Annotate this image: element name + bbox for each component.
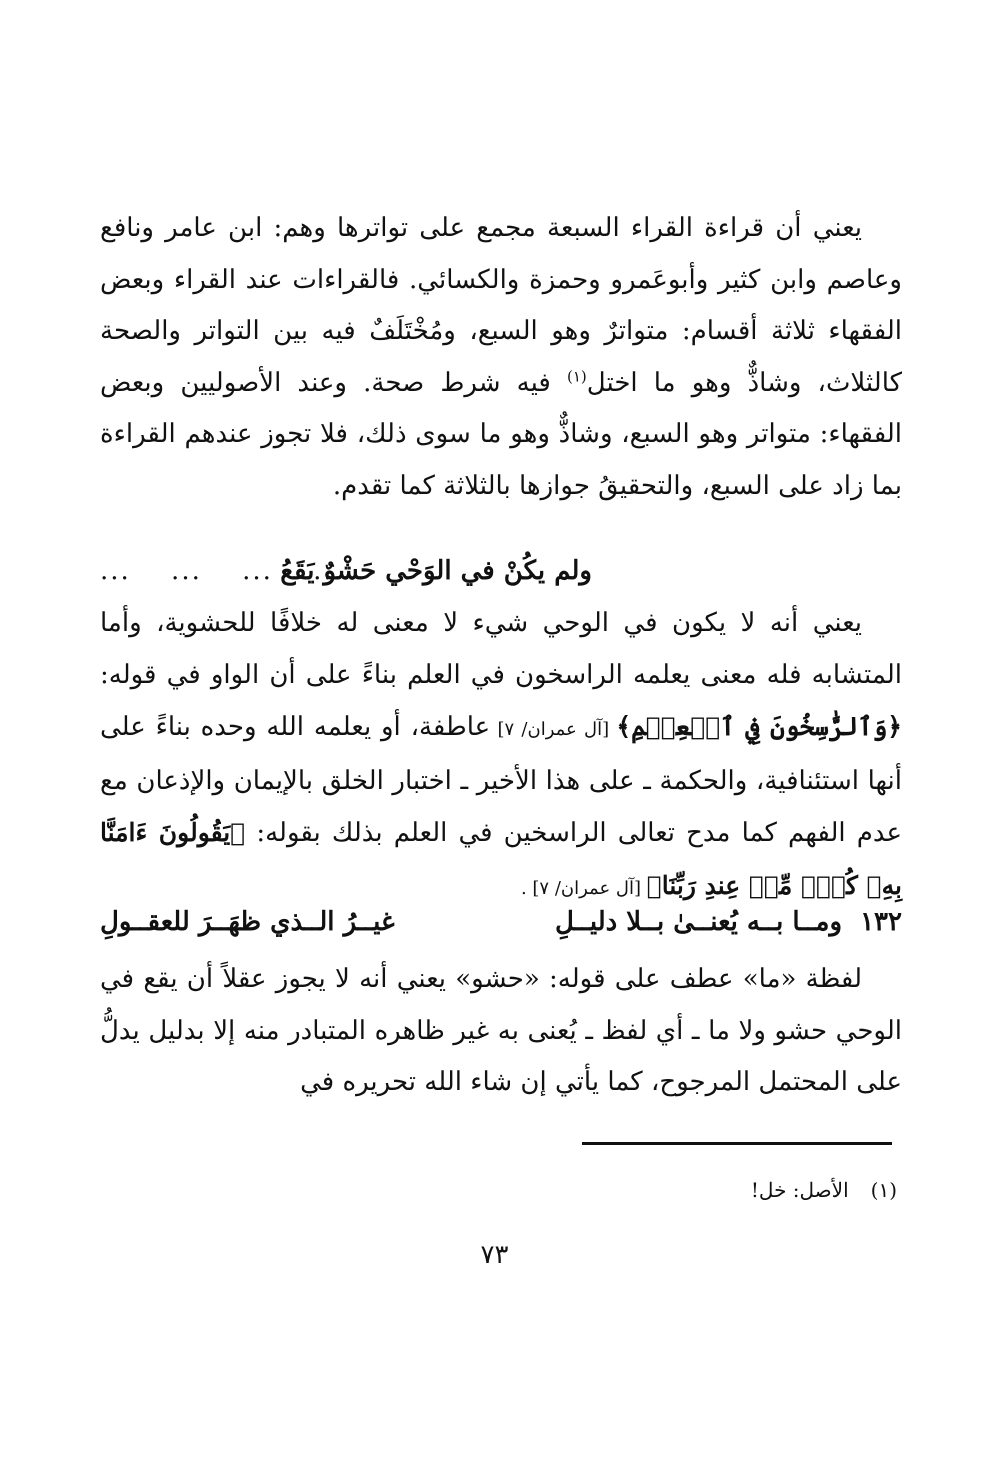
quran-quote: ﴿يَقُولُونَ ءَامَنَّا بِهِۦ كُلّٞ مِّنۡ عِندِ رَبِّنَا﴾ bbox=[100, 818, 902, 900]
verse-hemistich-first: ومــا بــه يُعنــىٰ بــلا دليــلِ bbox=[554, 907, 842, 937]
paragraph-text: يعني أنه لا يكون في الوحي شيء لا معنى له خلافًا للحشوية، وأما المتشابه فله معنى يعلمه الراسخون في العلم بناءً على أن الواو في قوله: bbox=[100, 608, 902, 690]
footnote-separator bbox=[582, 1142, 892, 1145]
verse-ellipsis: ... ... ... ... bbox=[100, 556, 344, 586]
commentary-paragraph-3 bbox=[100, 954, 902, 1109]
footnote-number: (١) bbox=[870, 1178, 897, 1202]
quran-quote: ﴿وَٱلرَّٰسِخُونَ فِي ٱلۡعِلۡمِ﴾ bbox=[616, 712, 902, 741]
verse-line-1 bbox=[100, 546, 902, 597]
quran-citation: [آل عمران/ ٧] . bbox=[520, 877, 647, 899]
footnote bbox=[751, 1175, 897, 1205]
paragraph-text: لفظة «ما» عطف على قوله: «حشو» يعني أنه لا يجوز عقلاً أن يقع في الوحي حشو ولا ما ـ أي لفظ ـ يُعنى به غير ظاهره المتبادر منه إلا بدليل يدلُّ على المحتمل المرجوح، كما يأتي إن شاء الله تحريره في bbox=[100, 964, 902, 1097]
verse-number: ١٣٢ bbox=[860, 907, 902, 937]
footnote-text: الأصل: خل! bbox=[750, 1178, 849, 1202]
verse-hemistich-second: غيــرُ الــذي ظهَــرَ للعقــولِ bbox=[100, 907, 395, 937]
verse-hemistich: ولم يكُنْ في الوَحْي حَشْوٌ يَقَعُ bbox=[280, 556, 592, 586]
page-number: ٧٣ bbox=[480, 1240, 509, 1270]
paragraph-text: عاطفة، أو يعلمه الله وحده بناءً على أنها استئنافية، والحكمة ـ على هذا الأخير ـ اختبار الخلق بالإيمان والإذعان مع عدم الفهم كما مدح تعالى الراسخين في العلم بذلك بقوله: bbox=[100, 712, 902, 848]
paragraph-text: يعني أن قراءة القراء السبعة مجمع على تواترها وهم: ابن عامر ونافع وعاصم وابن كثير وأبوعَمرو وحمزة والكسائي. فالقراءات عند القراء وبعض الفقهاء ثلاثة أقسام: متواترٌ وهو السبع، ومُخْتَلَفٌ فيه بين التواتر والصحة كالثلاث، وشاذٌّ وهو ما اختل bbox=[100, 213, 902, 398]
footnote-reference: (١) bbox=[567, 366, 587, 385]
commentary-paragraph-2 bbox=[100, 598, 902, 914]
verse-line-132 bbox=[100, 897, 902, 948]
quran-citation: [آل عمران/ ٧] bbox=[490, 719, 617, 740]
paragraph-text: فيه شرط صحة. وعند الأصوليين وبعض الفقهاء: متواتر وهو السبع، وشاذٌّ وهو ما سوى ذلك، فلا تجوز عندهم القراءة بما زاد على السبع، والتحقيقُ جوازها بالثلاثة كما تقدم. bbox=[100, 367, 902, 501]
commentary-paragraph-1 bbox=[100, 203, 902, 512]
